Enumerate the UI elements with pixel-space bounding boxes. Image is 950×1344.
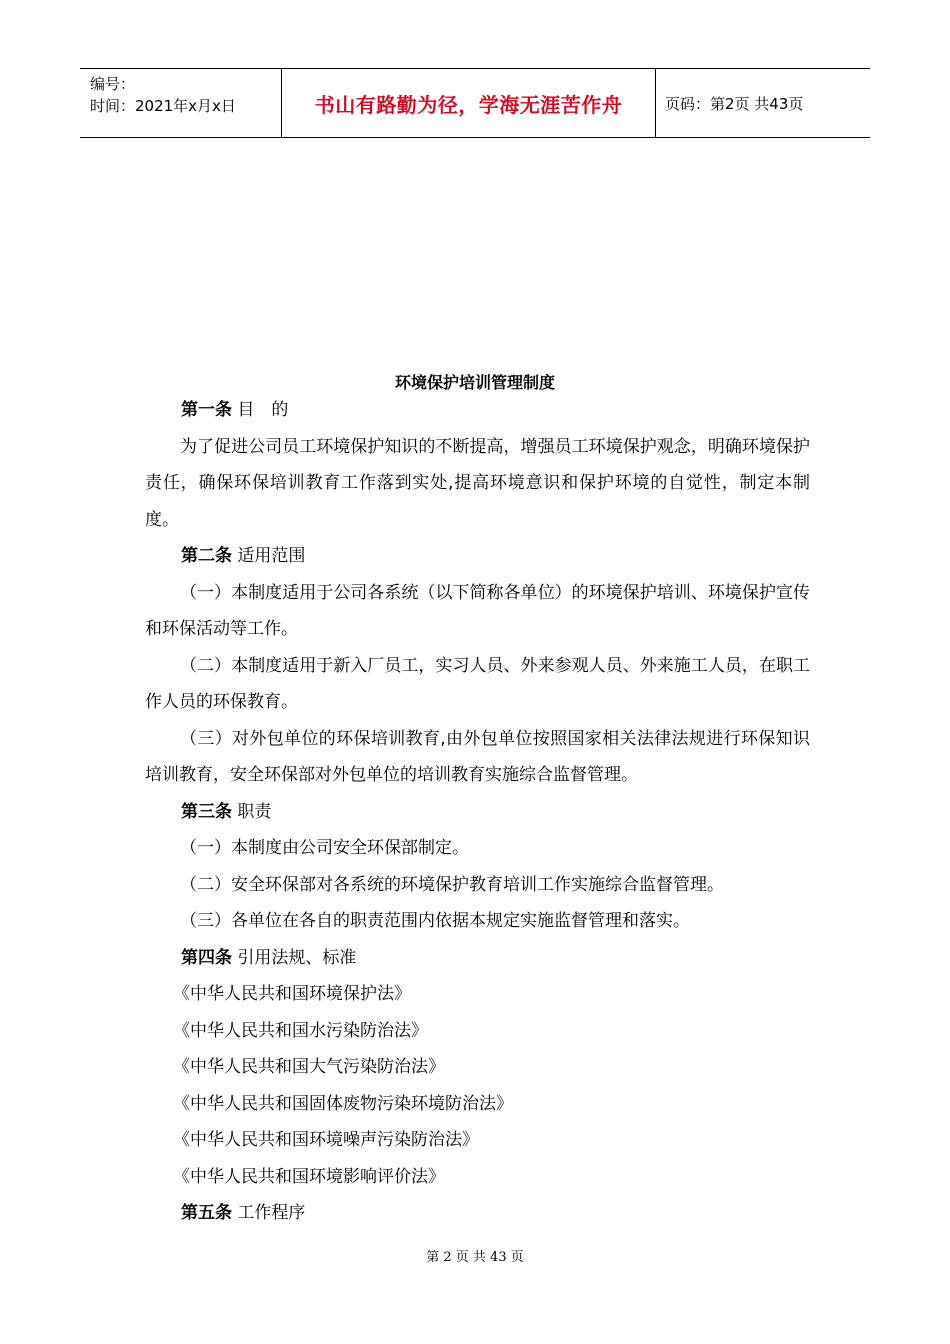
article-1-title: 目 的 bbox=[232, 400, 289, 420]
header-divider bbox=[655, 69, 656, 137]
article-3-title: 职责 bbox=[232, 801, 272, 822]
article-2-item-1: （一）本制度适用于公司各系统（以下简称各单位）的环境保护培训、环境保护宣传和环保活动等工作。 bbox=[145, 582, 810, 639]
document-title: 环境保护培训管理制度 bbox=[394, 373, 555, 392]
article-3-item-3: （三）各单位在各自的职责范围内依据本规定实施监督管理和落实。 bbox=[180, 911, 690, 931]
number-label: 编号： bbox=[90, 75, 136, 93]
header-table bbox=[80, 68, 870, 138]
date-label: 时间：2021年x月x日 bbox=[90, 97, 236, 115]
article-1-paragraph: 为了促进公司员工环境保护知识的不断提高，增强员工环境保护观念，明确环境保护责任，确保环保培训教育工作落到实处,提高环境意识和保护环境的自觉性，制定本制度。 bbox=[145, 436, 810, 530]
article-5-number: 第五条 bbox=[181, 1203, 232, 1223]
page-info: 页码：第2页 共43页 bbox=[665, 94, 804, 113]
article-5-heading bbox=[145, 1195, 810, 1232]
article-4-heading bbox=[145, 940, 810, 977]
article-3-item-1: （一）本制度由公司安全环保部制定。 bbox=[180, 838, 469, 858]
article-3-number: 第三条 bbox=[181, 801, 232, 822]
law-item: 《中华人民共和国固体废物污染环境防治法》 bbox=[173, 1093, 513, 1114]
article-2-number: 第二条 bbox=[181, 546, 232, 566]
article-2-heading bbox=[145, 538, 810, 575]
law-item: 《中华人民共和国环境噪声污染防治法》 bbox=[173, 1130, 479, 1150]
article-2-item-2: （二）本制度适用于新入厂员工，实习人员、外来参观人员、外来施工人员，在职工作人员的环保教育。 bbox=[145, 655, 810, 712]
article-3-heading bbox=[145, 794, 810, 831]
article-4-number: 第四条 bbox=[181, 947, 232, 968]
article-4-title: 引用法规、标准 bbox=[232, 947, 357, 968]
article-2-title: 适用范围 bbox=[232, 546, 306, 566]
document-body bbox=[145, 392, 810, 1232]
law-item: 《中华人民共和国环境保护法》 bbox=[173, 984, 411, 1004]
article-3-item-2: （二）安全环保部对各系统的环境保护教育培训工作实施综合监督管理。 bbox=[180, 874, 724, 895]
law-item: 《中华人民共和国大气污染防治法》 bbox=[173, 1057, 445, 1077]
article-2-item-3: （三）对外包单位的环保培训教育,由外包单位按照国家相关法律法规进行环保知识培训教育，安全环保部对外包单位的培训教育实施综合监督管理。 bbox=[145, 728, 810, 785]
article-1-number: 第一条 bbox=[181, 400, 232, 420]
law-item: 《中华人民共和国环境影响评价法》 bbox=[173, 1166, 445, 1187]
page-footer: 第 2 页 共 43 页 bbox=[426, 1250, 524, 1265]
motto: 书山有路勤为径，学海无涯苦作舟 bbox=[314, 92, 623, 117]
article-5-title: 工作程序 bbox=[232, 1203, 306, 1223]
article-1-heading bbox=[145, 392, 810, 429]
header-left-cell bbox=[90, 73, 236, 117]
law-item: 《中华人民共和国水污染防治法》 bbox=[173, 1020, 428, 1041]
